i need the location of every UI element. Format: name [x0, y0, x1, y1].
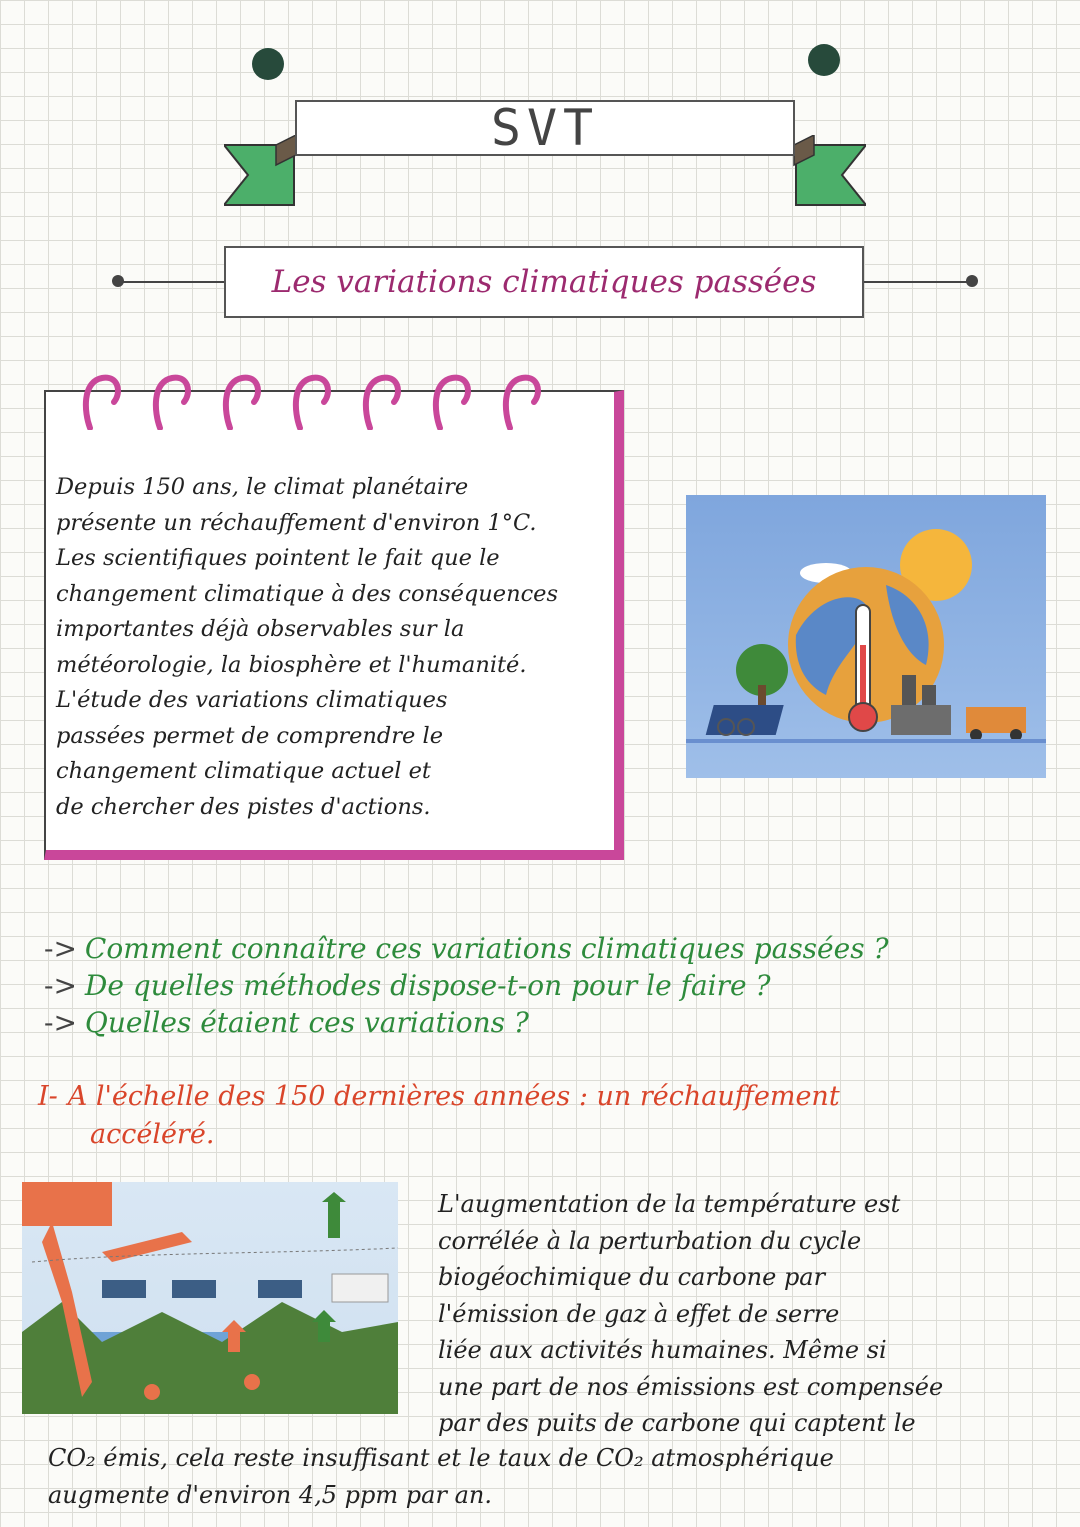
paragraph-line: liée aux activités humaines. Même si: [438, 1336, 887, 1364]
paragraph-line: augmente d'environ 4,5 ppm par an.: [48, 1481, 492, 1509]
ribbon-left-icon: [224, 135, 304, 211]
subtitle-dot-left: [112, 275, 124, 287]
section-number: I-: [38, 1081, 58, 1112]
paragraph-bottom: [48, 1440, 1058, 1514]
subtitle-line-right: [864, 281, 974, 283]
intro-line: passées permet de comprendre le: [56, 722, 444, 749]
earth-thermometer-illustration: [686, 495, 1046, 778]
spiral-ring-icon: [222, 372, 262, 430]
arrow-right-icon: ->: [44, 1006, 77, 1039]
intro-text: [56, 470, 616, 825]
binder-hole-left: [252, 48, 284, 80]
question-item: [44, 967, 1054, 1004]
section-heading-line: [38, 1078, 1068, 1116]
paragraph-line: l'émission de gaz à effet de serre: [438, 1299, 840, 1328]
question-item: [44, 930, 1054, 967]
paragraph-line: L'augmentation de la température est: [438, 1190, 901, 1218]
carbon-cycle-diagram: [22, 1182, 398, 1414]
paragraph-line: une part de nos émissions est compensée: [438, 1372, 944, 1401]
question-text: De quelles méthodes dispose-t-on pour le faire ?: [84, 969, 771, 1002]
paragraph-line: CO₂ émis, cela reste insuffisant et le taux de CO₂ atmosphérique: [48, 1444, 834, 1472]
subtitle-line-left: [118, 281, 224, 283]
arrow-right-icon: ->: [44, 969, 77, 1002]
spiral-ring-icon: [292, 372, 332, 430]
spiral-ring-icon: [152, 372, 192, 430]
intro-line: changement climatique à des conséquences: [56, 580, 559, 607]
binder-hole-right: [808, 44, 840, 76]
intro-line: changement climatique actuel et: [56, 758, 431, 784]
paragraph-right: [438, 1186, 1058, 1442]
question-item: [44, 1004, 1054, 1041]
section-title-text: A l'échelle des 150 dernières années : un réchauffement: [67, 1081, 840, 1112]
intro-line: de chercher des pistes d'actions.: [56, 793, 431, 820]
intro-line: Les scientifiques pointent le fait que le: [56, 545, 500, 571]
page-title: SVT: [295, 100, 795, 156]
paragraph-line: par des puits de carbone qui captent le: [438, 1409, 916, 1437]
intro-line: importantes déjà observables sur la: [56, 616, 465, 642]
paragraph-line: biogéochimique du carbone par: [438, 1263, 826, 1291]
spiral-ring-icon: [432, 372, 472, 430]
intro-line: météorologie, la biosphère et l'humanité.: [56, 651, 527, 678]
spiral-ring-icon: [502, 372, 542, 430]
ribbon-right-icon: [786, 135, 866, 211]
spiral-ring-icon: [362, 372, 402, 430]
question-text: Quelles étaient ces variations ?: [84, 1006, 529, 1039]
subtitle-dot-right: [966, 275, 978, 287]
section-heading: [38, 1078, 1068, 1154]
section-title-continuation: accéléré.: [90, 1119, 215, 1150]
intro-line: Depuis 150 ans, le climat planétaire: [56, 474, 469, 500]
intro-line: présente un réchauffement d'environ 1°C.: [56, 509, 537, 536]
question-text: Comment connaître ces variations climatiques passées ?: [84, 932, 889, 965]
arrow-right-icon: ->: [44, 932, 77, 965]
intro-line: L'étude des variations climatiques: [56, 687, 448, 713]
paragraph-line: corrélée à la perturbation du cycle: [438, 1226, 862, 1255]
page-subtitle: Les variations climatiques passées: [224, 246, 864, 318]
questions-list: [44, 930, 1054, 1041]
spiral-ring-icon: [82, 372, 122, 430]
